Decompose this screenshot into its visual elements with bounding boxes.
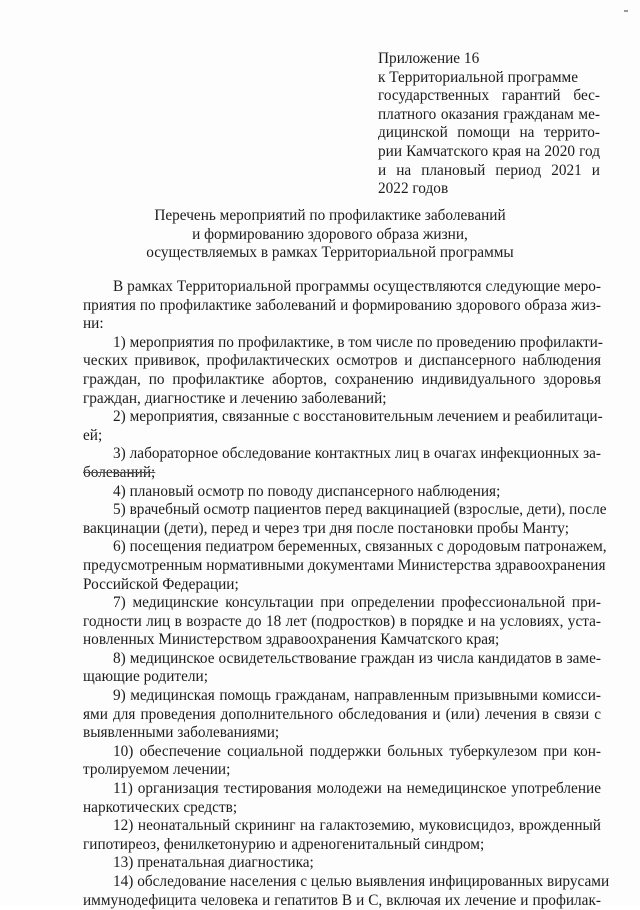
body-line: ческих прививок, профилактических осмотров и диспансерного наблюдения bbox=[83, 352, 601, 370]
appendix-line: 2022 годов bbox=[378, 180, 449, 198]
body-line: Российской Федерации; bbox=[83, 575, 239, 593]
body-line: вакцинации (дети), перед и через три дня после постановки пробы Манту; bbox=[83, 519, 569, 537]
appendix-line: Приложение 16 bbox=[378, 50, 480, 67]
body-line: 3) лабораторное обследование контактных лиц в очагах инфекционных за- bbox=[113, 445, 601, 463]
appendix-line: и на плановый период 2021 и bbox=[378, 161, 600, 179]
body-line: 11) организация тестирования молодежи на немедицинское употребление bbox=[113, 780, 601, 798]
body-line: приятия по профилактике заболеваний и формированию здорового образа жиз- bbox=[83, 296, 601, 314]
body-line: выявленными заболеваниями; bbox=[83, 724, 280, 742]
body-line: граждан, по профилактике абортов, сохранению индивидуального здоровья bbox=[83, 370, 601, 388]
body-line: 4) плановый осмотр по поводу диспансерного наблюдения; bbox=[113, 482, 501, 500]
body-line: тролируемом лечении; bbox=[83, 761, 231, 779]
body-line: щающие родители; bbox=[83, 668, 208, 686]
scan-mark bbox=[624, 10, 628, 12]
body-line: 12) неонатальный скрининг на галактоземию, муковисцидоз, врожденный bbox=[113, 817, 601, 835]
appendix-line: дицинской помощи на террито- bbox=[378, 124, 600, 142]
body-line: наркотических средств; bbox=[83, 798, 238, 816]
document-body bbox=[83, 278, 610, 910]
body-line: 7) медицинские консультации при определении профессиональной при- bbox=[113, 594, 601, 612]
title-line: и формированию здорового образа жизни, bbox=[192, 225, 468, 243]
body-line: годности лиц в возрасте до 18 лет (подростков) в порядке и на условиях, уста- bbox=[83, 612, 601, 630]
body-line: 6) посещения педиатром беременных, связанных с дородовым патронажем, bbox=[113, 538, 607, 556]
body-line: В рамках Территориальной программы осуществляются следующие меро- bbox=[113, 278, 601, 295]
body-line: граждан, диагностике и лечению заболеваний; bbox=[83, 389, 387, 407]
body-line: 13) пренатальная диагностика; bbox=[113, 854, 314, 872]
body-line: ями для проведения дополнительного обследования и (или) лечения в связи с bbox=[83, 705, 601, 723]
title-line: осуществляемых в рамках Территориальной программы bbox=[146, 244, 514, 262]
body-line: иммунодефицита человека и гепатитов В и С, включая их лечение и профилак- bbox=[83, 891, 601, 909]
body-line: гипотиреоз, фенилкетонурию и адреногенитальный синдром; bbox=[83, 835, 485, 853]
appendix-line: к Территориальной программе bbox=[378, 68, 578, 86]
document-title bbox=[60, 207, 600, 263]
body-line: 5) врачебный осмотр пациентов перед вакцинацией (взрослые, дети), после bbox=[113, 501, 607, 519]
body-line: 9) медицинская помощь гражданам, направленным призывными комисси- bbox=[113, 687, 601, 705]
appendix-line: платного оказания гражданам ме- bbox=[378, 105, 600, 123]
body-line: новленных Министерством здравоохранения Камчатского края; bbox=[83, 631, 500, 649]
body-line: ни: bbox=[83, 315, 104, 333]
body-line: 1) мероприятия по профилактике, в том числе по проведению профилакти- bbox=[113, 333, 603, 351]
body-line: 8) медицинское освидетельствование граждан из числа кандидатов в заме- bbox=[113, 649, 601, 667]
appendix-line: государственных гарантий бес- bbox=[378, 87, 600, 105]
appendix-header bbox=[378, 50, 600, 199]
body-line: ей; bbox=[83, 426, 103, 444]
body-line: 10) обеспечение социальной поддержки больных туберкулезом при кон- bbox=[113, 742, 601, 760]
title-line: Перечень мероприятий по профилактике заболеваний bbox=[154, 207, 506, 224]
body-line: 2) мероприятия, связанные с восстановительным лечением и реабилитаци- bbox=[113, 408, 603, 426]
body-line: болеваний; bbox=[83, 463, 156, 481]
appendix-line: рии Камчатского края на 2020 год bbox=[378, 142, 600, 160]
body-line: предусмотренным нормативными документами Министерства здравоохранения bbox=[83, 556, 606, 574]
body-line: 14) обследование населения с целью выявления инфицированных вирусами bbox=[113, 873, 610, 890]
